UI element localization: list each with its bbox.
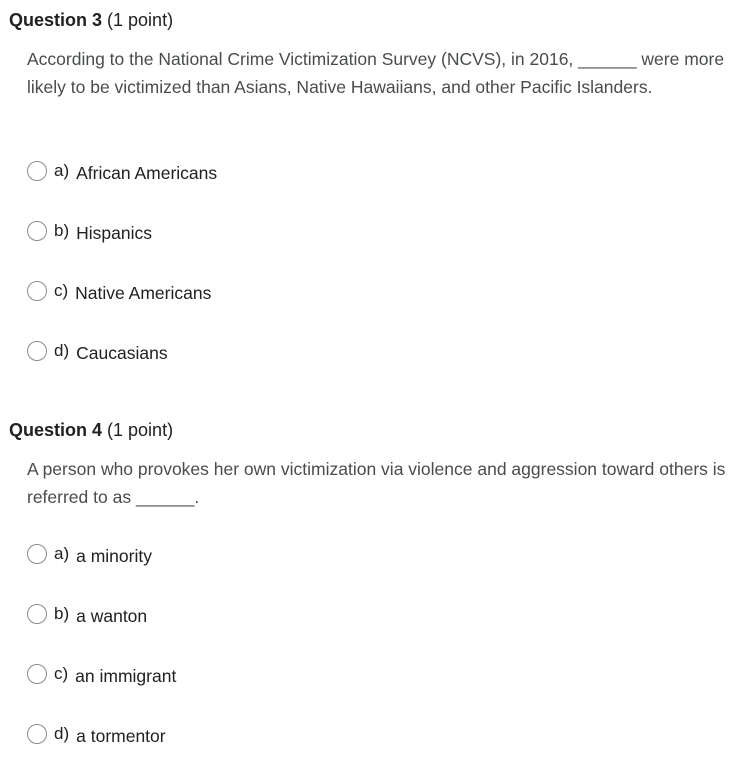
radio-button[interactable] — [27, 341, 47, 361]
option-letter: d) — [54, 341, 70, 360]
option-letter: a) — [54, 161, 70, 180]
question-points: (1 point) — [107, 10, 174, 30]
radio-button[interactable] — [27, 221, 47, 241]
option-label: a wanton — [76, 605, 148, 626]
option-letter: a) — [54, 544, 70, 563]
option-d[interactable] — [27, 337, 168, 365]
option-label: Native Americans — [75, 282, 212, 303]
radio-button[interactable] — [27, 604, 47, 624]
option-label: an immigrant — [75, 665, 177, 686]
question-header — [9, 419, 173, 441]
question-title: Question 4 — [9, 420, 103, 440]
option-a[interactable] — [27, 540, 152, 568]
option-label: Hispanics — [76, 222, 152, 243]
option-label: a tormentor — [76, 725, 166, 746]
option-letter: b) — [54, 221, 70, 240]
option-letter: b) — [54, 604, 70, 623]
radio-button[interactable] — [27, 664, 47, 684]
option-d[interactable] — [27, 720, 166, 748]
option-letter: d) — [54, 724, 70, 743]
option-b[interactable] — [27, 217, 152, 245]
radio-button[interactable] — [27, 161, 47, 181]
option-label: a minority — [76, 545, 152, 566]
option-letter: c) — [54, 281, 69, 300]
radio-button[interactable] — [27, 281, 47, 301]
radio-button[interactable] — [27, 544, 47, 564]
question-text: According to the National Crime Victimization Survey (NCVS), in 2016, ______ were more likely to be victimized than Asians, Native Hawaiians, and other Pacific Islanders. — [27, 49, 725, 97]
option-a[interactable] — [27, 157, 217, 185]
option-b[interactable] — [27, 600, 147, 628]
option-letter: c) — [54, 664, 69, 683]
option-label: African Americans — [76, 162, 218, 183]
question-points: (1 point) — [107, 420, 174, 440]
option-c[interactable] — [27, 660, 176, 688]
question-text: A person who provokes her own victimization via violence and aggression toward others is referred to as ______. — [27, 459, 726, 507]
question-title: Question 3 — [9, 10, 103, 30]
question-header — [9, 9, 173, 31]
radio-button[interactable] — [27, 724, 47, 744]
option-c[interactable] — [27, 277, 211, 305]
option-label: Caucasians — [76, 342, 168, 363]
